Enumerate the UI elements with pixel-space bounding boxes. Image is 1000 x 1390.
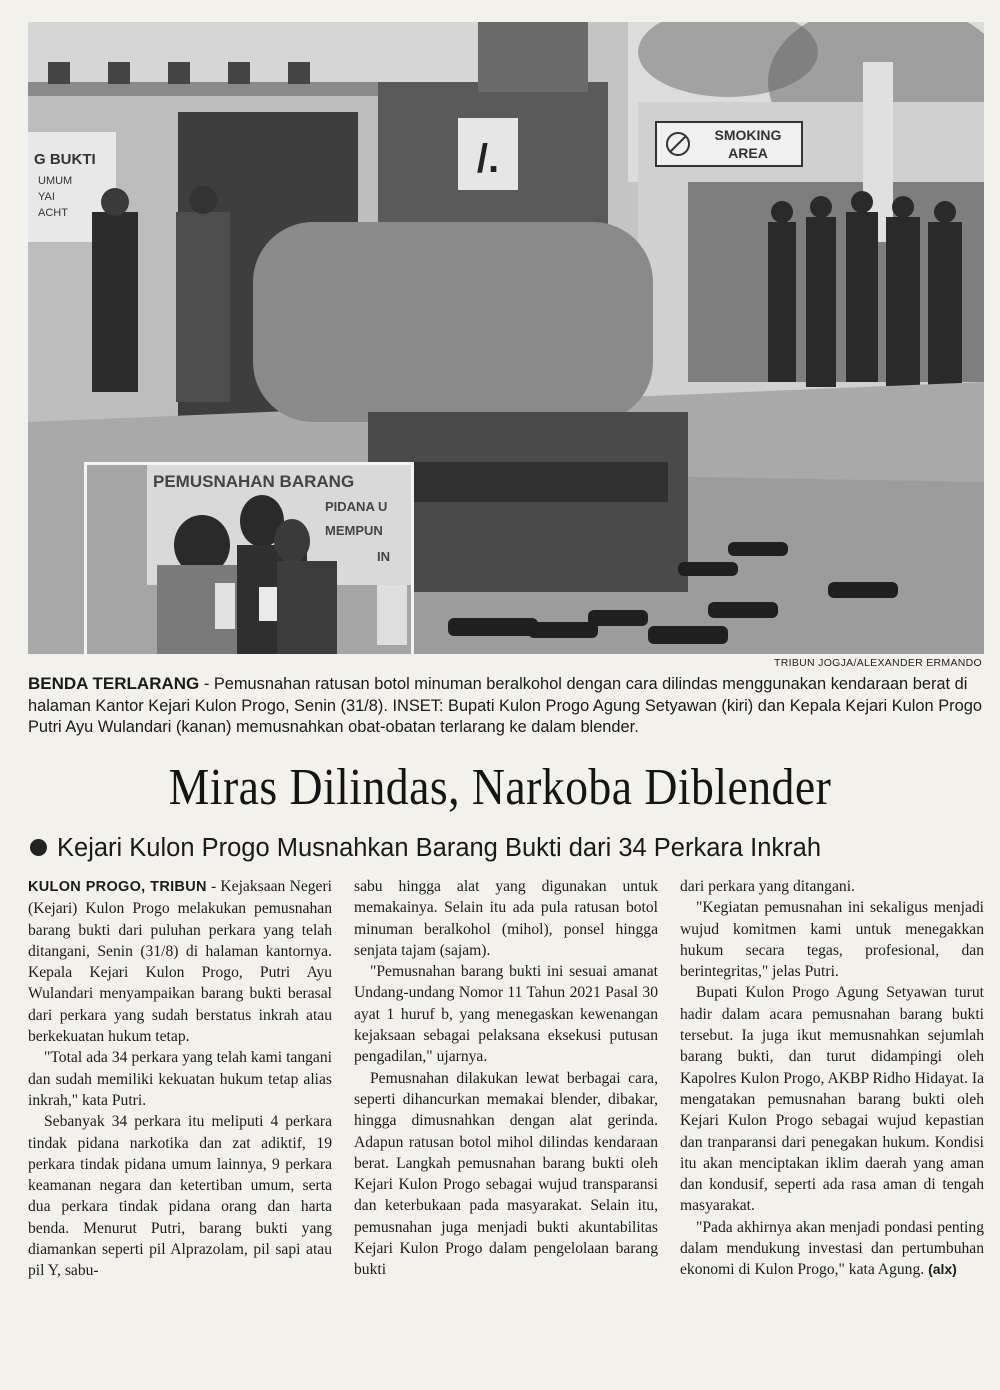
article-paragraph: "Total ada 34 perkara yang telah kami tangani dan sudah memiliki kekuatan hukum tetap alias inkrah," kata Putri.: [28, 1049, 332, 1109]
author-signature: (alx): [928, 1261, 957, 1278]
article-paragraph: Sebanyak 34 perkara itu meliputi 4 perkara tindak pidana narkotika dan zat adiktif, 19 perkara tindak pidana umum lainnya, 9 perkara keamanan negara dan ketertiban umum, serta dua perkara tindak pidana orang dan harta benda. Menurut Putri, barang bukti yang diamankan seperti pil Alprazolam, pil sapi atau pil Y, sabu-: [28, 1113, 332, 1280]
banner-left-line: ACHT: [38, 207, 68, 219]
inset-blender-scene: [87, 465, 411, 654]
photo-caption: [28, 673, 983, 739]
article-paragraph: [28, 876, 332, 1047]
inset-photo: [84, 462, 414, 654]
photo-credit: TRIBUN JOGJA/ALEXANDER ERMANDO: [774, 657, 982, 669]
banner-left-line: UMUM: [38, 175, 73, 187]
article-paragraph: Pemusnahan dilakukan lewat berbagai cara, seperti dihancurkan memakai blender, dibakar, hingga dimusnahkan dengan alat gerinda. Adapun ratusan botol mihol dilindas kendaraan berat. Langkah pemusnahan barang bukti oleh Kejari Kulon Progo sebagai wujud transparansi dan keterbukaan pada masyarakat. Selain itu, pemusnahan juga menjadi bukti akuntabilitas Kejari Kulon Progo dalam pengelolaan barang bukti: [354, 1069, 658, 1279]
article-paragraph: dari perkara yang ditangani.: [680, 878, 855, 895]
caption-text: - Pemusnahan ratusan botol minuman beralkohol dengan cara dilindas menggunakan kendaraan berat di halaman Kantor Kejari Kulon Progo, Senin (31/8). INSET: Bupati Kulon Progo Agung Setyawan (kiri) dan Kepala Kejari Kulon Progo Putri Ayu Wulandari (kanan) memusnahkan obat-obatan terlarang ke dalam blender.: [28, 675, 982, 736]
article-paragraph: sabu hingga alat yang digunakan untuk memakainya. Selain itu ada pula ratusan botol minuman beralkohol (mihol), ponsel hingga senjata tajam (sajam).: [354, 878, 658, 959]
article-paragraph: Bupati Kulon Progo Agung Setyawan turut hadir dalam acara pemusnahan barang bukti tersebut. Ia juga ikut memusnahkan sejumlah barang bukti, dan turut didampingi oleh Kapolres Kulon Progo, AKBP Ridho Hidayat. Ia mengatakan pemusnahan barang bukti oleh Kejari Kulon Progo sebagai wujud kepastian dan tranparansi dari penegakan hukum. Kondisi itu akan menciptakan iklim daerah yang aman dan kondusif, seperti ada rasa aman di tengah masyarakat.: [680, 984, 984, 1215]
banner-left-line: G BUKTI: [34, 151, 96, 168]
inset-banner-line: MEMPUN: [325, 523, 383, 538]
smoking-sign-line: AREA: [728, 145, 768, 161]
svg-text:/.: /.: [476, 137, 500, 181]
subheadline: [30, 834, 990, 863]
article-paragraph: "Pemusnahan barang bukti ini sesuai amanat Undang-undang Nomor 11 Tahun 2021 Pasal 30 ayat 1 huruf b, yang menegaskan kewenangan kejaksaan sebagai pelaksana eksekusi putusan pengadilan," ujarnya.: [354, 963, 658, 1066]
article-body: [28, 876, 984, 1376]
inset-banner-line: PEMUSNAHAN BARANG: [153, 472, 355, 491]
article-paragraph: [680, 1217, 984, 1281]
article-column-1: [28, 876, 332, 1282]
subheadline-text: Kejari Kulon Progo Musnahkan Barang Bukti dari 34 Perkara Inkrah: [57, 834, 822, 862]
smoking-sign-line: SMOKING: [714, 127, 782, 143]
paragraph-text: - Kejaksaan Negeri (Kejari) Kulon Progo melakukan pemusnahan barang bukti dari puluhan perkara yang telah ditangani, Senin (31/8) di halaman kantornya. Kepala Kejari Kulon Progo, Putri Ayu Wulandari menyampaikan barang bukti berasal dari perkara yang sudah berstatus inkrah atau berkekuatan hukum tetap.: [28, 878, 332, 1046]
banner-left-line: YAI: [38, 191, 55, 203]
article-paragraph: "Kegiatan pemusnahan ini sekaligus menjadi wujud komitmen kami untuk menegakkan hukum secara tegas, profesional, dan berintegritas," jelas Putri.: [680, 899, 984, 981]
dateline: KULON PROGO, TRIBUN: [28, 879, 207, 895]
inset-banner-line: PIDANA U: [325, 499, 388, 514]
caption-lead: BENDA TERLARANG: [28, 674, 200, 693]
article-column-2: [354, 876, 658, 1281]
article-column-3: [680, 876, 984, 1281]
bullet-icon: [30, 839, 47, 856]
paragraph-text: "Pada akhirnya akan menjadi pondasi penting dalam mendukung investasi dan pertumbuhan ekonomi di Kulon Progo," kata Agung.: [680, 1218, 984, 1279]
main-photo: [28, 22, 984, 654]
headline: Miras Dilindas, Narkoba Diblender: [168, 759, 832, 816]
inset-banner-line: IN: [377, 549, 390, 564]
